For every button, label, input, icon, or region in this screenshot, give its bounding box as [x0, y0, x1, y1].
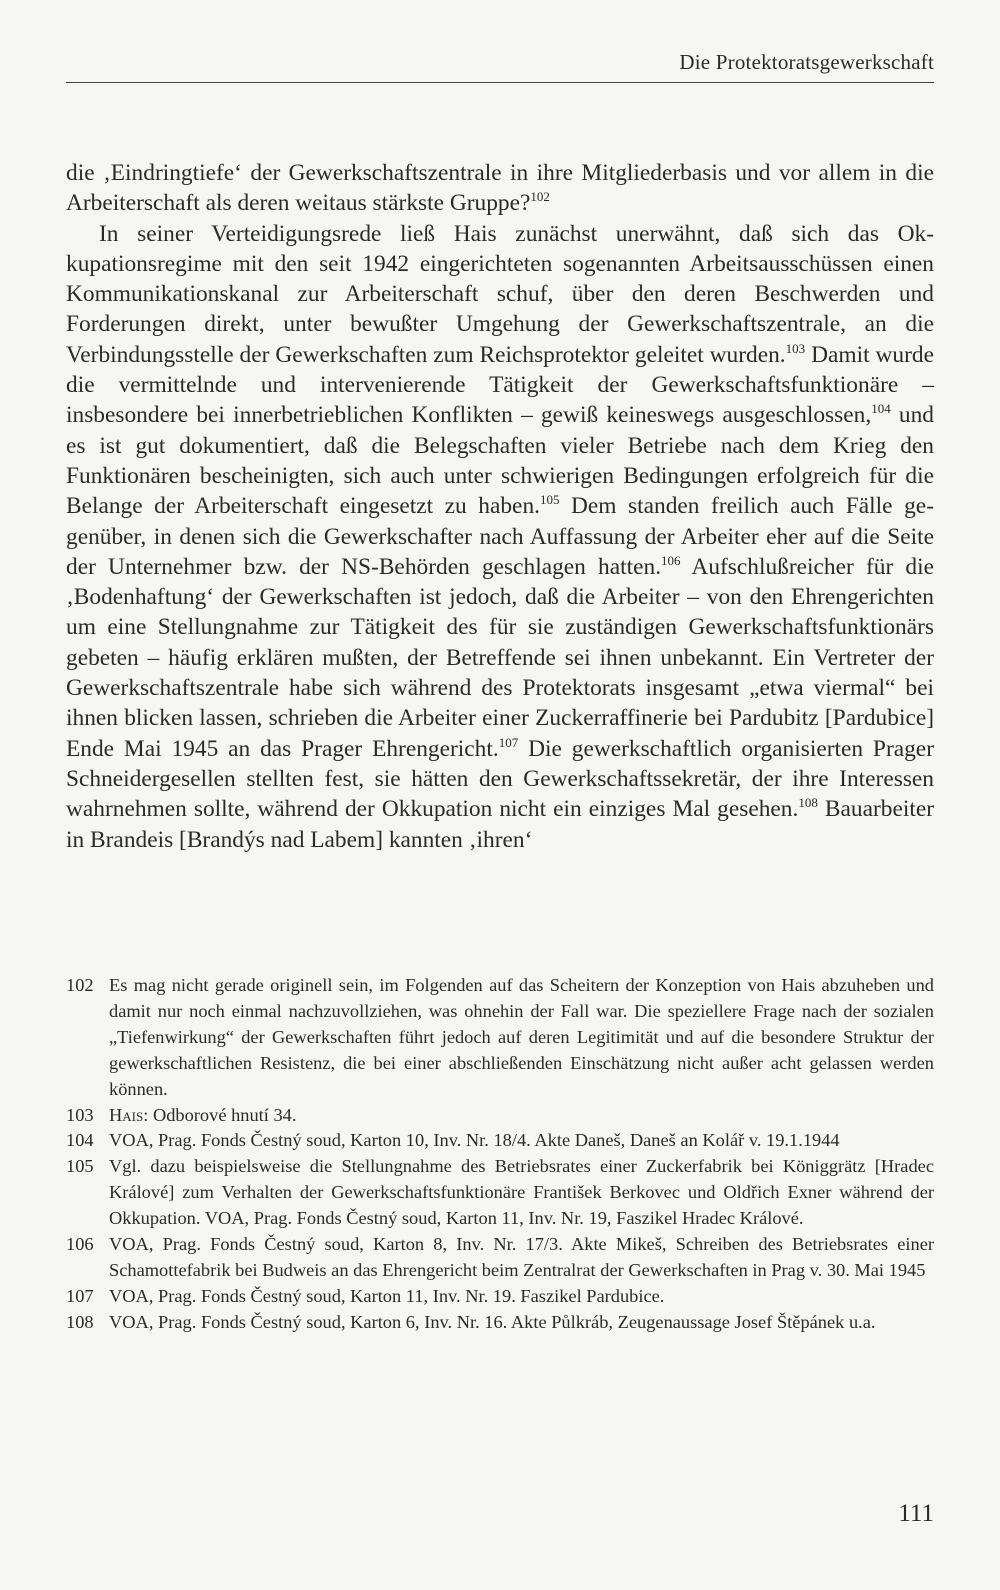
footnote-105 [66, 1154, 934, 1232]
paragraph-2-text-f: Die gewerkschaftlich organisierten Prager Schneidergesellen stellten fest, sie hätten den Gewerkschaftssekretär, der ihre Interessen wahrnehmen sollte, während der Okkupation nicht ein einziges Mal gesehen. [66, 735, 934, 823]
page-number: 111 [898, 1500, 934, 1527]
footnote-number: 104 [66, 1130, 94, 1151]
body-text [66, 158, 934, 855]
footnote-number: 106 [66, 1234, 94, 1255]
footnote-text: : Odborové hnutí 34. [143, 1104, 297, 1125]
footnote-103 [66, 1103, 934, 1129]
paragraph-2-text-a: In seiner Verteidigungsrede ließ Hais zunächst unerwähnt, daß sich das Okkupationsregime mit den seit 1942 eingerichteten sogenannten Arbeitsausschüssen einen Kommunikationskanal zur Arbeiterschaft schuf, über den deren Beschwerden und Forderungen direkt, unter bewußter Umgehung der Gewerkschaftszentrale, an die Verbindungsstelle der Gewerkschaften zum Reichsprotektor geleitet wurden. [66, 220, 934, 368]
header-rule [66, 82, 934, 83]
footnote-ref-102[interactable]: 102 [530, 189, 550, 205]
paragraph-2-text-b: Damit wurde die vermittelnde und intervenierende Tätigkeit der Gewerkschaftsfunktionäre – insbesondere bei innerbetrieblichen Konflikten – gewiß keineswegs ausgeschlossen, [66, 341, 934, 429]
paragraph-2-text-e: Aufschlußreicher für die ‚Bodenhaftung‘ der Gewerkschaften ist jedoch, daß die Arbeiter – von den Ehrengerichten um eine Stellungnahme zur Tätigkeit des für sie zuständigen Gewerkschaftsfunktionärs gebeten – häufig erklären mußten, der Betreffende sei ihnen unbekannt. Ein Vertreter der Gewerkschaftszentrale habe sich während des Protektorats insgesamt „etwa viermal“ bei ihnen blicken lassen, schrieben die Arbeiter einer Zuckerraffinerie bei Pardubitz [Pardubice] Ende Mai 1945 an das Prager Ehrengericht. [66, 553, 935, 762]
footnote-ref-108[interactable]: 108 [798, 795, 818, 811]
footnote-number: 105 [66, 1156, 94, 1177]
footnote-104 [66, 1128, 934, 1154]
running-header: Die Protektoratsgewerkschaft [679, 50, 934, 74]
paragraph-2-text-g: Bauarbeiter in Brandeis [Brandýs nad Labem] kannten ‚ihren‘ [66, 796, 934, 853]
paragraph-1 [66, 158, 934, 219]
footnote-106 [66, 1232, 934, 1284]
footnote-number: 102 [66, 975, 94, 995]
footnote-text: Es mag nicht gerade originell sein, im Folgenden auf das Scheitern der Konzeption von Hais abzuheben und damit nur noch einmal nachzuvollziehen, was ohnehin der Fall war. Die speziellere Frage nach der sozialen „Tiefenwirkung“ der Gewerkschaften führt jedoch auf deren Legitimität und auf die besondere Struktur der gewerkschaftlichen Resistenz, die bei einer abschließenden Einschätzung nicht außer acht gelassen werden können. [109, 975, 934, 1099]
footnote-ref-105[interactable]: 105 [539, 492, 560, 508]
footnote-number: 108 [66, 1311, 94, 1332]
paragraph-2-text-d: Dem standen freilich auch Fälle gegenüber, in denen sich die Gewerkschafter nach Auffassung der Arbeiter eher auf die Seite der Unternehmer bzw. der NS-Behörden geschlagen hatten. [66, 493, 934, 580]
paragraph-1-text: die ‚Eindringtiefe‘ der Gewerkschaftszentrale in ihre Mitgliederbasis und vor allem in die Arbeiterschaft als deren weitaus stärkste Gruppe? [66, 160, 934, 217]
footnote-text: VOA, Prag. Fonds Čestný soud, Karton 6, Inv. Nr. 16. Akte Půlkráb, Zeugenaussage Josef Štěpánek u.a. [109, 1311, 876, 1332]
footnote-number: 103 [66, 1104, 94, 1125]
footnote-ref-103[interactable]: 103 [785, 340, 806, 356]
footnote-108 [66, 1310, 934, 1336]
footnote-ref-106[interactable]: 106 [661, 552, 681, 568]
paragraph-2-text-c: und es ist gut dokumentiert, daß die Belegschaften vieler Betriebe nach dem Krieg den Funktionären bescheinigten, sich auch unter schwierigen Bedingungen erfolgreich für die Belange der Arbeiterschaft eingesetzt zu haben. [66, 402, 934, 520]
footnote-text: VOA, Prag. Fonds Čestný soud, Karton 10, Inv. Nr. 18/4. Akte Daneš, Daneš an Kolář v. 19.1.1944 [109, 1130, 840, 1151]
footnote-ref-104[interactable]: 104 [871, 401, 891, 417]
footnote-text: Vgl. dazu beispielsweise die Stellungnahme des Betriebsrates einer Zuckerfabrik bei Königgrätz [Hradec Králové] zum Verhalten der Gewerkschaftsfunktionäre František Berkovec und Oldřich Exner während der Okkupation. VOA, Prag. Fonds Čestný soud, Karton 11, Inv. Nr. 19, Faszikel Hradec Králové. [109, 1156, 934, 1229]
footnote-102 [66, 973, 934, 1103]
footnotes [66, 973, 934, 1336]
footnote-ref-107[interactable]: 107 [498, 734, 519, 750]
footnote-number: 107 [66, 1285, 94, 1306]
footnote-107 [66, 1284, 934, 1310]
footnote-text: VOA, Prag. Fonds Čestný soud, Karton 8, Inv. Nr. 17/3. Akte Mikeš, Schreiben des Betriebsrates einer Schamottefabrik bei Budweis an das Ehrengericht beim Zentralrat der Gewerkschaften in Prag v. 30. Mai 1945 [109, 1234, 934, 1280]
footnote-author: Hais [109, 1104, 144, 1125]
paragraph-2 [66, 219, 934, 855]
footnote-text: VOA, Prag. Fonds Čestný soud, Karton 11, Inv. Nr. 19. Faszikel Pardubice. [109, 1285, 665, 1306]
